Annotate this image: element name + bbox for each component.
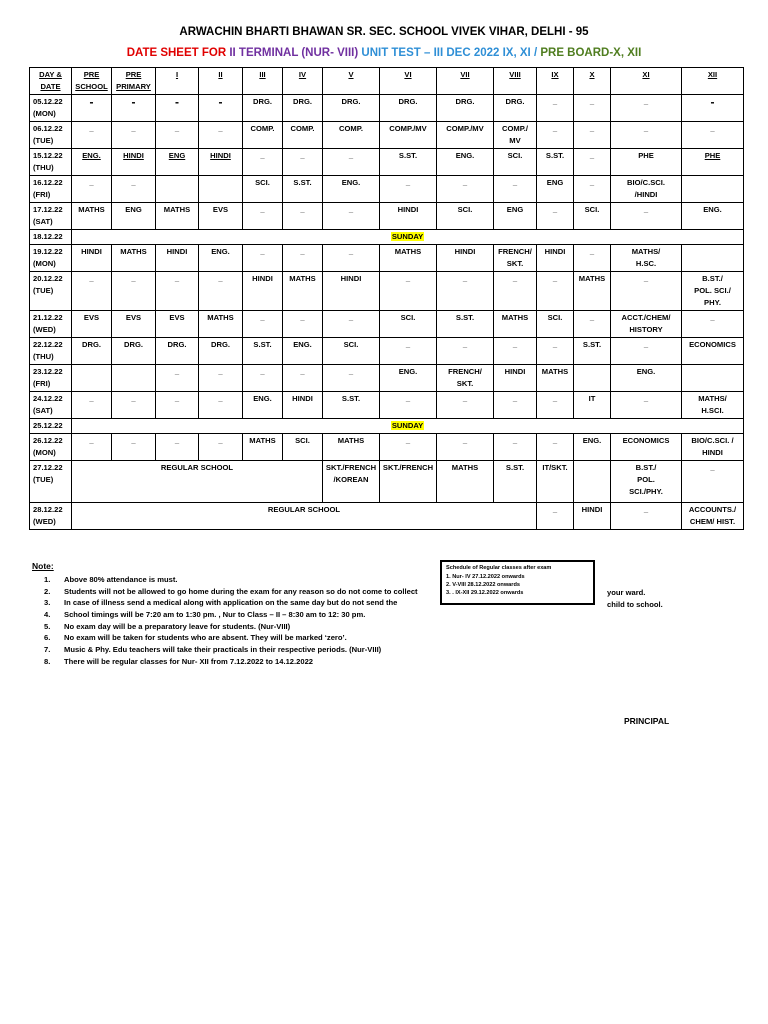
subject-cell: S.ST.	[283, 176, 323, 203]
subject-cell: MATHS	[199, 311, 243, 338]
regular-school-cell: REGULAR SCHOOL	[72, 503, 537, 530]
subject-cell: MATHS	[112, 245, 156, 272]
date-cell: 05.12.22 (MON)	[30, 95, 72, 122]
column-header-class: XI	[611, 68, 682, 95]
subject-cell: HINDI	[112, 149, 156, 176]
header-row	[30, 68, 744, 95]
subject-cell: SCI.	[437, 203, 494, 230]
column-header-day-date: DAY & DATE	[30, 68, 72, 95]
note-text: School timings will be 7:20 am to 1:30 pm. , Nur to Class – II – 8:30 am to 12: 30 pm.	[64, 610, 366, 620]
note-item	[44, 609, 418, 621]
subject-cell: ENG	[494, 203, 537, 230]
subject-cell: SKT./FRENCH	[380, 461, 437, 503]
subject-cell: MATHS	[323, 434, 380, 461]
subject-cell: _	[283, 365, 323, 392]
note-text: Students will not be allowed to go home during the exam for any reason so do not come to collect	[64, 586, 418, 596]
subject-cell: _	[199, 434, 243, 461]
column-header-class: XII	[682, 68, 744, 95]
subject-cell: _	[574, 95, 611, 122]
note-item	[44, 597, 418, 609]
subject-cell: S.ST.	[380, 149, 437, 176]
schedule-item: 3. . IX-XII 29.12.2022 onwards	[446, 590, 524, 596]
subject-cell: BIO/C.SCI. /HINDI	[611, 176, 682, 203]
subject-cell: _	[574, 311, 611, 338]
subject-cell: ENG	[156, 149, 199, 176]
column-header-class: III	[243, 68, 283, 95]
subject-cell: S.ST.	[574, 338, 611, 365]
subject-cell: IT	[574, 392, 611, 419]
subject-cell: _	[537, 122, 574, 149]
date-cell: 20.12.22 (TUE)	[30, 272, 72, 311]
subject-cell: ENG.	[437, 149, 494, 176]
subject-cell: _	[323, 149, 380, 176]
subject-cell: ENG.	[574, 434, 611, 461]
regular-classes-schedule-box	[440, 560, 595, 605]
subject-cell: _	[72, 176, 112, 203]
subject-cell: SCI.	[574, 203, 611, 230]
subject-cell: ENG.	[72, 149, 112, 176]
note-item	[44, 632, 418, 644]
subject-cell: MATHS	[156, 203, 199, 230]
subject-cell: _	[494, 176, 537, 203]
schedule-item: 2. V-VIII 28.12.2022 onwards	[446, 582, 521, 588]
subject-cell: _	[323, 203, 380, 230]
note-item	[44, 656, 418, 668]
subject-cell: ENG.	[283, 338, 323, 365]
subject-cell: -	[112, 95, 156, 122]
table-row	[30, 392, 744, 419]
note-number: 6.	[44, 633, 51, 643]
date-cell: 25.12.22	[30, 419, 72, 434]
subject-cell: _	[156, 122, 199, 149]
subject-cell: _	[537, 203, 574, 230]
table-row	[30, 311, 744, 338]
subject-cell: DRG.	[112, 338, 156, 365]
table-row	[30, 95, 744, 122]
sunday-label: SUNDAY	[391, 421, 424, 430]
subject-cell: DRG.	[437, 95, 494, 122]
table-row	[30, 338, 744, 365]
table-row	[30, 503, 744, 530]
table-row	[30, 230, 744, 245]
subject-cell: DRG.	[156, 338, 199, 365]
subject-cell: MATHS	[574, 272, 611, 311]
schedule-item: 1. Nur- IV 27.12.2022 onwards	[446, 574, 525, 580]
subject-cell: SCI.	[243, 176, 283, 203]
subject-cell: _	[611, 95, 682, 122]
subject-cell: B.ST./ POL. SCI./PHY.	[611, 461, 682, 503]
subject-cell: _	[283, 203, 323, 230]
subject-cell	[574, 461, 611, 503]
note-text: Above 80% attendance is must.	[64, 575, 178, 584]
table-row	[30, 122, 744, 149]
subject-cell	[682, 365, 744, 392]
subject-cell: ECONOMICS	[611, 434, 682, 461]
subject-cell: _	[494, 434, 537, 461]
note-item	[44, 574, 418, 586]
subject-cell: _	[283, 149, 323, 176]
table-row	[30, 419, 744, 434]
subject-cell: _	[72, 392, 112, 419]
subject-cell	[682, 245, 744, 272]
subject-cell: _	[682, 311, 744, 338]
subject-cell: _	[72, 434, 112, 461]
subject-cell: SCI.	[380, 311, 437, 338]
subject-cell	[574, 365, 611, 392]
subtitle-part-3: UNIT TEST – III DEC 2022 IX, XI	[358, 47, 531, 59]
subject-cell: _	[199, 122, 243, 149]
subject-cell: ENG	[537, 176, 574, 203]
note-number: 4.	[44, 610, 51, 620]
table-row	[30, 365, 744, 392]
subject-cell: HINDI	[283, 392, 323, 419]
subject-cell: _	[243, 365, 283, 392]
subject-cell: _	[494, 338, 537, 365]
subtitle-part-1: DATE SHEET FOR	[126, 47, 230, 59]
subject-cell: MATHS/ H.SCI.	[682, 392, 744, 419]
subject-cell: MATHS/ H.SC.	[611, 245, 682, 272]
subject-cell: _	[243, 149, 283, 176]
subject-cell: _	[243, 245, 283, 272]
subject-cell: _	[611, 272, 682, 311]
subject-cell: ECONOMICS	[682, 338, 744, 365]
subject-cell: ENG.	[682, 203, 744, 230]
subject-cell: _	[611, 392, 682, 419]
subtitle-part-5: PRE BOARD-X, XII	[540, 47, 642, 59]
subject-cell: _	[437, 392, 494, 419]
subject-cell: MATHS	[72, 203, 112, 230]
subject-cell: HINDI	[437, 245, 494, 272]
subject-cell: _	[72, 122, 112, 149]
note-text: No exam will be taken for students who are absent. They will be marked ‘zero’.	[64, 633, 347, 643]
subject-cell	[72, 365, 112, 392]
subject-cell: DRG.	[380, 95, 437, 122]
subject-cell: MATHS	[283, 272, 323, 311]
subject-cell: COMP./MV	[437, 122, 494, 149]
subject-cell: _	[682, 461, 744, 503]
subject-cell: MATHS	[243, 434, 283, 461]
subject-cell: _	[494, 392, 537, 419]
note-2-continuation: your ward.	[607, 588, 646, 597]
column-header-class: VII	[437, 68, 494, 95]
subject-cell: HINDI	[199, 149, 243, 176]
subject-cell: _	[437, 338, 494, 365]
subject-cell: B.ST./ POL. SCI./ PHY.	[682, 272, 744, 311]
subject-cell: HINDI	[574, 503, 611, 530]
subject-cell: BIO/C.SCI. / HINDI	[682, 434, 744, 461]
subject-cell: HINDI	[243, 272, 283, 311]
note-item	[44, 621, 418, 633]
subject-cell: _	[156, 434, 199, 461]
subject-cell: _	[112, 122, 156, 149]
subject-cell: HINDI	[323, 272, 380, 311]
table-row	[30, 203, 744, 230]
column-header-class: PRE PRIMARY	[112, 68, 156, 95]
note-number: 3.	[44, 598, 51, 608]
table-row	[30, 272, 744, 311]
subject-cell: _	[494, 272, 537, 311]
sunday-label: SUNDAY	[391, 232, 424, 241]
date-cell: 27.12.22 (TUE)	[30, 461, 72, 503]
subject-cell: DRG.	[199, 338, 243, 365]
subject-cell: _	[682, 122, 744, 149]
subject-cell: _	[112, 272, 156, 311]
subject-cell: MATHS	[494, 311, 537, 338]
schedule-title: Schedule of Regular classes after exam	[446, 565, 552, 571]
note-number: 2.	[44, 586, 51, 596]
column-header-class: IV	[283, 68, 323, 95]
subtitle-part-2: II TERMINAL (NUR- VIII)	[229, 47, 359, 59]
subject-cell: _	[537, 434, 574, 461]
note-number: 8.	[44, 656, 51, 666]
subject-cell: COMP.	[283, 122, 323, 149]
date-cell: 28.12.22 (WED)	[30, 503, 72, 530]
table-row	[30, 245, 744, 272]
subject-cell: _	[112, 392, 156, 419]
subject-cell: MATHS	[537, 365, 574, 392]
subject-cell: _	[574, 176, 611, 203]
subject-cell: -	[156, 95, 199, 122]
subject-cell: _	[156, 272, 199, 311]
note-number: 7.	[44, 645, 51, 655]
subject-cell: _	[112, 434, 156, 461]
date-cell: 26.12.22 (MON)	[30, 434, 72, 461]
subject-cell: S.ST.	[537, 149, 574, 176]
subject-cell: DRG.	[243, 95, 283, 122]
subject-cell: HINDI	[494, 365, 537, 392]
subject-cell: _	[437, 176, 494, 203]
table-row	[30, 461, 744, 503]
subject-cell: ENG.	[243, 392, 283, 419]
table-row	[30, 176, 744, 203]
date-cell: 17.12.22 (SAT)	[30, 203, 72, 230]
subject-cell: _	[156, 365, 199, 392]
note-text: Music & Phy. Edu teachers will take their practicals in their respective periods. (Nur-VIII)	[64, 645, 382, 655]
note-text: There will be regular classes for Nur- XII from 7.12.2022 to 14.12.2022	[64, 656, 314, 666]
subject-cell: EVS	[156, 311, 199, 338]
subject-cell: _	[537, 272, 574, 311]
date-cell: 06.12.22 (TUE)	[30, 122, 72, 149]
subject-cell: _	[537, 392, 574, 419]
subject-cell: ENG.	[199, 245, 243, 272]
subject-cell: SCI.	[537, 311, 574, 338]
date-cell: 19.12.22 (MON)	[30, 245, 72, 272]
subject-cell: -	[682, 95, 744, 122]
date-cell: 16.12.22 (FRI)	[30, 176, 72, 203]
note-heading: Note:	[32, 561, 54, 571]
subject-cell: _	[611, 122, 682, 149]
date-cell: 21.12.22 (WED)	[30, 311, 72, 338]
subject-cell: S.ST.	[323, 392, 380, 419]
subject-cell: -	[72, 95, 112, 122]
subject-cell: EVS	[199, 203, 243, 230]
date-cell: 15.12.22 (THU)	[30, 149, 72, 176]
subject-cell: COMP.	[243, 122, 283, 149]
table-row	[30, 434, 744, 461]
subject-cell: _	[574, 149, 611, 176]
subject-cell: _	[611, 503, 682, 530]
subject-cell: _	[156, 392, 199, 419]
subject-cell: _	[537, 95, 574, 122]
subject-cell: COMP./ MV	[494, 122, 537, 149]
table-row	[30, 149, 744, 176]
subject-cell: DRG.	[494, 95, 537, 122]
subject-cell: _	[537, 338, 574, 365]
subject-cell: ENG.	[611, 365, 682, 392]
column-header-class: II	[199, 68, 243, 95]
note-number: 1.	[44, 575, 51, 584]
subject-cell: _	[323, 311, 380, 338]
subject-cell	[156, 176, 199, 203]
subject-cell: ENG.	[323, 176, 380, 203]
subject-cell: _	[243, 311, 283, 338]
principal-signature: PRINCIPAL	[624, 716, 670, 726]
subject-cell: _	[323, 245, 380, 272]
holiday-cell	[72, 230, 744, 245]
subject-cell: PHE	[682, 149, 744, 176]
subject-cell: DRG.	[323, 95, 380, 122]
date-cell: 22.12.22 (THU)	[30, 338, 72, 365]
subject-cell: MATHS	[380, 245, 437, 272]
subject-cell: PHE	[611, 149, 682, 176]
subject-cell: ACCT./CHEM/ HISTORY	[611, 311, 682, 338]
note-number: 5.	[44, 621, 51, 631]
subject-cell: _	[380, 272, 437, 311]
notes-list	[44, 574, 418, 668]
subject-cell: _	[243, 203, 283, 230]
column-header-class: PRE SCHOOL	[72, 68, 112, 95]
subject-cell: S.ST.	[243, 338, 283, 365]
subtitle-part-4: /	[530, 47, 541, 59]
subject-cell: _	[323, 365, 380, 392]
subject-cell: IT/SKT.	[537, 461, 574, 503]
subject-cell: _	[199, 272, 243, 311]
subject-cell: _	[611, 338, 682, 365]
note-item	[44, 644, 418, 656]
subject-cell	[199, 176, 243, 203]
subject-cell: _	[574, 245, 611, 272]
subject-cell: ENG.	[380, 365, 437, 392]
column-header-class: IX	[537, 68, 574, 95]
subject-cell: SCI.	[494, 149, 537, 176]
holiday-cell	[72, 419, 744, 434]
subject-cell: HINDI	[380, 203, 437, 230]
subject-cell: -	[199, 95, 243, 122]
subject-cell: EVS	[112, 311, 156, 338]
subject-cell: ACCOUNTS./ CHEM/ HIST.	[682, 503, 744, 530]
subject-cell: SCI.	[323, 338, 380, 365]
column-header-class: V	[323, 68, 380, 95]
subject-cell: SCI.	[283, 434, 323, 461]
subject-cell: _	[380, 176, 437, 203]
subject-cell: EVS	[72, 311, 112, 338]
column-header-class: I	[156, 68, 199, 95]
subject-cell: MATHS	[437, 461, 494, 503]
subject-cell: S.ST.	[437, 311, 494, 338]
column-header-class: VIII	[494, 68, 537, 95]
subject-cell: _	[574, 122, 611, 149]
note-text: In case of illness send a medical along with application on the same day but do not send the	[64, 598, 398, 608]
subject-cell: COMP.	[323, 122, 380, 149]
column-header-class: VI	[380, 68, 437, 95]
date-cell: 24.12.22 (SAT)	[30, 392, 72, 419]
subject-cell: _	[199, 392, 243, 419]
subject-cell: FRENCH/ SKT.	[437, 365, 494, 392]
subject-cell: _	[380, 434, 437, 461]
subject-cell: HINDI	[537, 245, 574, 272]
subject-cell: _	[283, 311, 323, 338]
subject-cell: COMP./MV	[380, 122, 437, 149]
subject-cell	[682, 176, 744, 203]
subject-cell: _	[380, 392, 437, 419]
date-cell: 23.12.22 (FRI)	[30, 365, 72, 392]
subject-cell: _	[537, 503, 574, 530]
regular-school-cell: REGULAR SCHOOL	[72, 461, 323, 503]
subject-cell: _	[283, 245, 323, 272]
subject-cell: DRG.	[72, 338, 112, 365]
subject-cell: _	[72, 272, 112, 311]
subject-cell: FRENCH/ SKT.	[494, 245, 537, 272]
subject-cell: DRG.	[283, 95, 323, 122]
note-3-continuation: child to school.	[607, 600, 663, 609]
subject-cell: _	[437, 434, 494, 461]
subject-cell: _	[380, 338, 437, 365]
school-title: ARWACHIN BHARTI BHAWAN SR. SEC. SCHOOL VIVEK VIHAR, DELHI - 95	[179, 26, 589, 38]
subject-cell	[112, 365, 156, 392]
note-item	[44, 586, 418, 598]
date-sheet-subtitle	[0, 47, 768, 59]
subject-cell: HINDI	[156, 245, 199, 272]
subject-cell: _	[199, 365, 243, 392]
date-sheet-table	[29, 67, 744, 530]
subject-cell: _	[611, 203, 682, 230]
subject-cell: _	[112, 176, 156, 203]
subject-cell: SKT./FRENCH /KOREAN	[323, 461, 380, 503]
subject-cell: HINDI	[72, 245, 112, 272]
subject-cell: ENG	[112, 203, 156, 230]
subject-cell: S.ST.	[494, 461, 537, 503]
column-header-class: X	[574, 68, 611, 95]
subject-cell: _	[437, 272, 494, 311]
note-text: No exam day will be a preparatory leave for students. (Nur-VIII)	[64, 621, 291, 631]
date-cell: 18.12.22	[30, 230, 72, 245]
